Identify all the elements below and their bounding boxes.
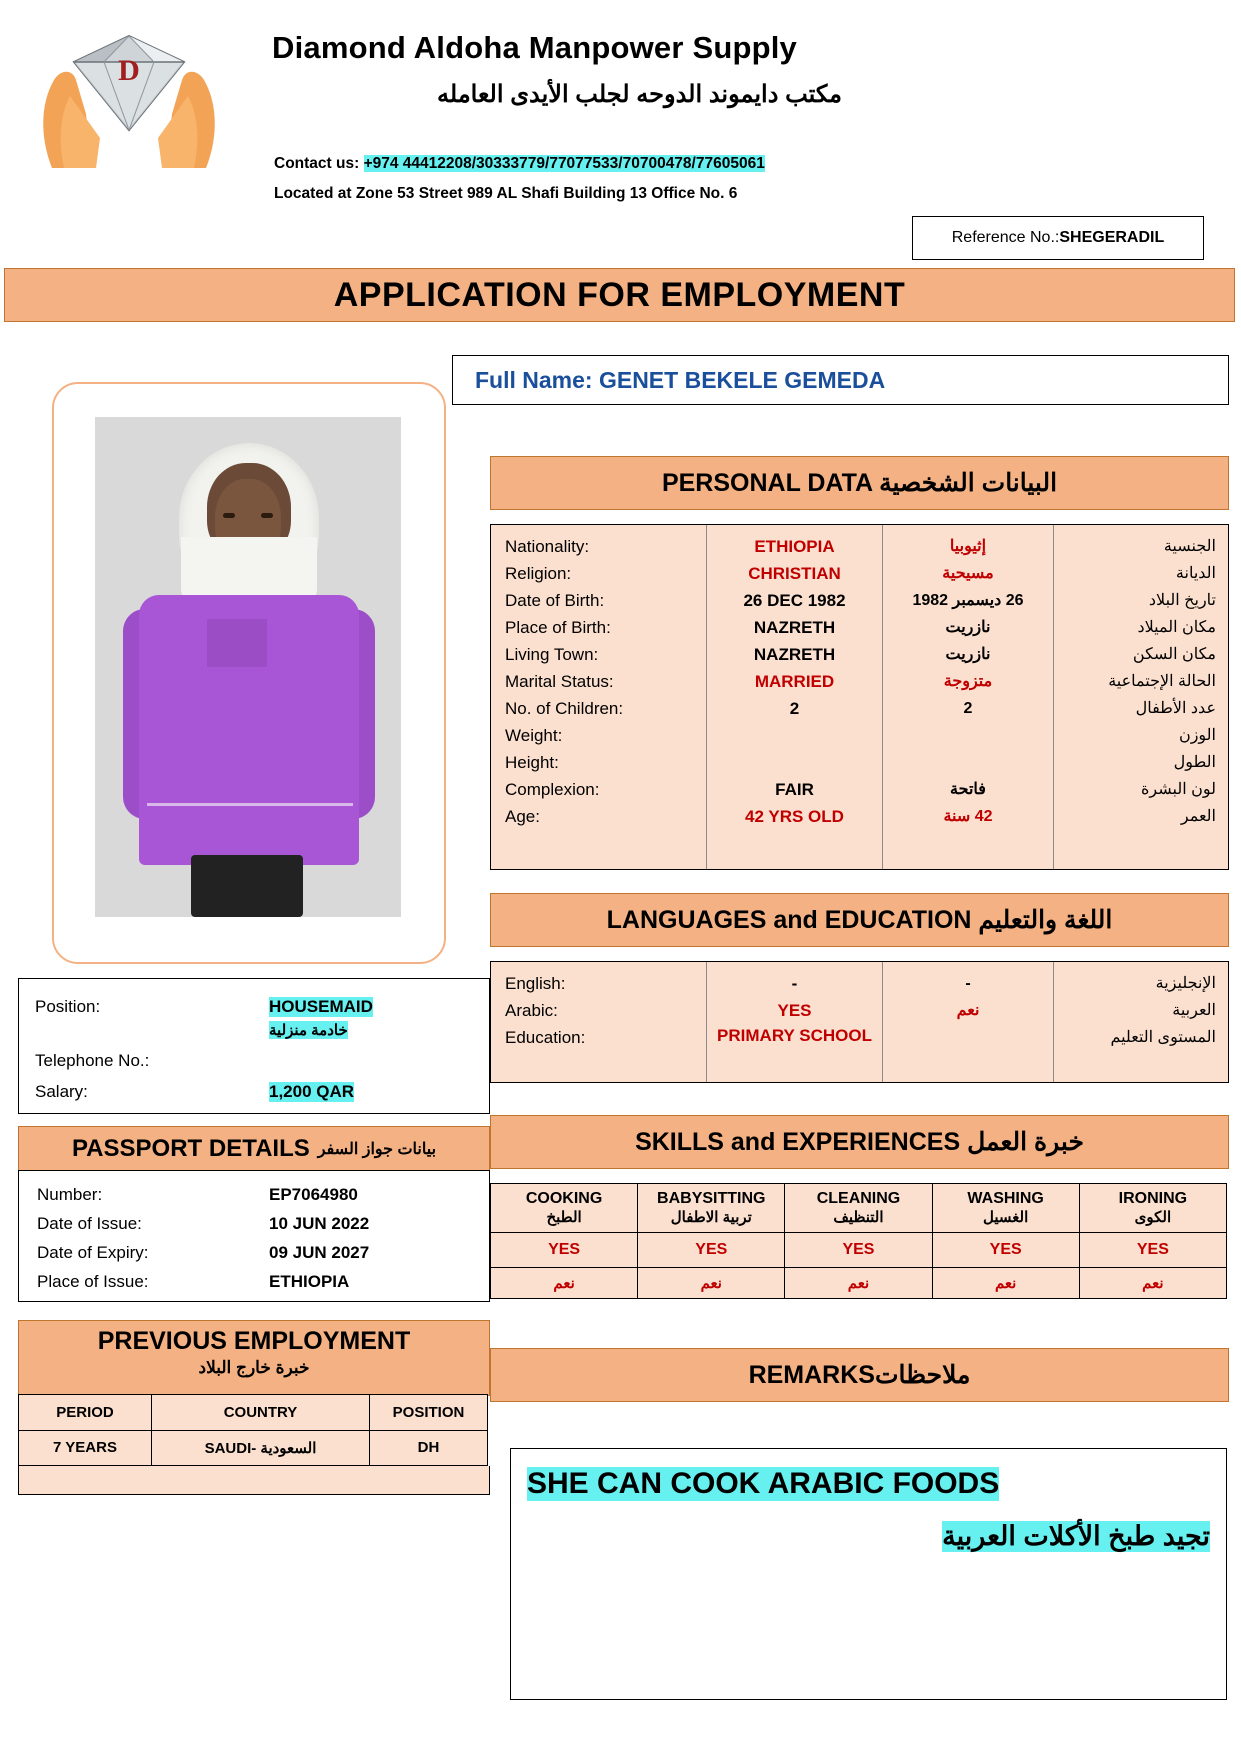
skill-name-ar: الغسيل bbox=[983, 1209, 1029, 1226]
remarks-heading-ar: ملاحظات bbox=[874, 1361, 971, 1389]
personal-value: CHRISTIAN bbox=[748, 564, 841, 583]
skills-heading-ar: خبرة العمل bbox=[967, 1128, 1084, 1156]
personal-value-arabic: فاتحة bbox=[950, 781, 986, 798]
skill-name-ar: الطبخ bbox=[546, 1209, 582, 1226]
passport-details-header bbox=[18, 1126, 490, 1172]
company-name-english: Diamond Aldoha Manpower Supply bbox=[272, 30, 797, 65]
skill-header-cleaning bbox=[785, 1184, 932, 1233]
table-row bbox=[19, 1430, 488, 1466]
languages-heading-en: LANGUAGES and EDUCATION bbox=[606, 906, 979, 934]
personal-label: Date of Birth: bbox=[505, 591, 605, 610]
skill-value-arabic: نعم bbox=[785, 1268, 932, 1299]
full-name-field bbox=[452, 355, 1229, 405]
skill-name-en: IRONING bbox=[1118, 1190, 1188, 1207]
applicant-photo-frame bbox=[52, 382, 446, 964]
personal-label-arabic: الوزن bbox=[1178, 727, 1216, 744]
passport-heading-ar: بيانات جواز السفر bbox=[317, 1141, 437, 1158]
passport-value: ETHIOPIA bbox=[269, 1272, 350, 1291]
office-address: Located at Zone 53 Street 989 AL Shafi Building 13 Office No. 6 bbox=[274, 185, 738, 202]
personal-value: MARRIED bbox=[754, 672, 835, 691]
personal-label: Place of Birth: bbox=[505, 618, 611, 637]
personal-data-header bbox=[490, 456, 1229, 510]
applicant-photo bbox=[95, 417, 401, 917]
language-value: PRIMARY SCHOOL bbox=[717, 1026, 872, 1045]
language-label-arabic: الإنجليزية bbox=[1155, 975, 1216, 992]
personal-label-arabic: مكان السكن bbox=[1132, 646, 1216, 663]
telephone-label: Telephone No.: bbox=[35, 1051, 150, 1070]
language-label: Education: bbox=[505, 1028, 586, 1047]
language-label-arabic: العربية bbox=[1172, 1002, 1216, 1019]
position-details-box bbox=[18, 978, 490, 1114]
skill-header-washing bbox=[932, 1184, 1079, 1233]
column-header-country: COUNTRY bbox=[152, 1395, 370, 1431]
company-name-arabic: مكتب دايموند الدوحه لجلب الأيدى العامله bbox=[437, 81, 842, 108]
page-title-text: APPLICATION FOR EMPLOYMENT bbox=[333, 275, 906, 314]
previous-employment-header bbox=[18, 1320, 490, 1396]
personal-data-heading-ar: البيانات الشخصية bbox=[879, 469, 1058, 497]
personal-label: Nationality: bbox=[505, 537, 590, 556]
table-header-row bbox=[19, 1395, 488, 1431]
language-label: Arabic: bbox=[505, 1001, 558, 1020]
logo-letter: D bbox=[118, 54, 140, 87]
personal-value-arabic: إثيوبيا bbox=[949, 538, 987, 555]
personal-label: No. of Children: bbox=[505, 699, 624, 718]
language-value: YES bbox=[777, 1001, 812, 1020]
previous-employment-heading-ar: خبرة خارج البلاد bbox=[198, 1358, 310, 1377]
personal-data-heading-en: PERSONAL DATA bbox=[661, 469, 880, 497]
personal-label: Weight: bbox=[505, 726, 563, 745]
remarks-heading-en: REMARKS bbox=[748, 1361, 875, 1389]
personal-label-arabic: لون البشرة bbox=[1141, 781, 1216, 798]
personal-value: ETHIOPIA bbox=[754, 537, 835, 556]
page-title bbox=[4, 268, 1235, 322]
column-header-period: PERIOD bbox=[19, 1395, 152, 1431]
personal-label: Living Town: bbox=[505, 645, 599, 664]
passport-label: Number: bbox=[37, 1185, 103, 1204]
skill-name-en: COOKING bbox=[525, 1190, 603, 1207]
salary-value: 1,200 QAR bbox=[269, 1082, 355, 1101]
skill-value-arabic: نعم bbox=[1079, 1268, 1226, 1299]
company-logo bbox=[34, 18, 224, 178]
skill-value: YES bbox=[491, 1233, 638, 1268]
passport-details-table bbox=[18, 1170, 490, 1302]
contact-numbers: +974 44412208/30333779/77077533/70700478/77605061 bbox=[363, 155, 765, 172]
passport-label: Date of Issue: bbox=[37, 1214, 142, 1233]
language-label: English: bbox=[505, 974, 566, 993]
personal-label-arabic: مكان الميلاد bbox=[1137, 619, 1216, 636]
personal-value: 26 DEC 1982 bbox=[743, 591, 846, 610]
personal-value-arabic: مسيحية bbox=[942, 565, 994, 582]
languages-heading-ar: اللغة والتعليم bbox=[978, 906, 1113, 934]
personal-label-arabic: الحالة الإجتماعية bbox=[1108, 673, 1216, 690]
remarks-text-en: SHE CAN COOK ARABIC FOODS bbox=[527, 1467, 1000, 1500]
skill-header-cooking bbox=[491, 1184, 638, 1233]
personal-value-arabic: 26 ديسمبر 1982 bbox=[912, 592, 1024, 609]
skill-value-arabic: نعم bbox=[638, 1268, 785, 1299]
skill-name-ar: الكوى bbox=[1134, 1209, 1172, 1226]
personal-label: Age: bbox=[505, 807, 540, 826]
salary-label: Salary: bbox=[35, 1082, 88, 1101]
skill-value: YES bbox=[1079, 1233, 1226, 1268]
position-value-arabic: خادمة منزلية bbox=[269, 1022, 348, 1039]
document-header bbox=[0, 0, 1241, 246]
skills-value-arabic-row bbox=[491, 1268, 1227, 1299]
skill-name-ar: تربية الاطفال bbox=[670, 1209, 752, 1226]
passport-value: 10 JUN 2022 bbox=[269, 1214, 370, 1233]
previous-employment-table bbox=[18, 1394, 488, 1466]
language-label-arabic: المستوى التعليم bbox=[1110, 1029, 1216, 1046]
skill-name-ar: التنظيف bbox=[833, 1209, 884, 1226]
reference-label: Reference No.: bbox=[951, 229, 1060, 246]
position-label: Position: bbox=[35, 997, 101, 1016]
skill-name-en: BABYSITTING bbox=[657, 1190, 766, 1207]
personal-label: Complexion: bbox=[505, 780, 600, 799]
personal-value-arabic: 42 سنة bbox=[943, 808, 993, 825]
contact-label: Contact us: bbox=[274, 155, 364, 172]
language-value-arabic: - bbox=[965, 975, 971, 992]
personal-label: Height: bbox=[505, 753, 559, 772]
reference-number-box bbox=[912, 216, 1204, 260]
reference-value: SHEGERADIL bbox=[1059, 229, 1165, 246]
passport-label: Date of Expiry: bbox=[37, 1243, 149, 1262]
personal-data-table bbox=[490, 524, 1229, 870]
previous-employment-heading-en: PREVIOUS EMPLOYMENT bbox=[97, 1327, 411, 1355]
cell-position: DH bbox=[370, 1430, 488, 1466]
position-value: HOUSEMAID bbox=[269, 997, 373, 1016]
personal-label-arabic: الجنسية bbox=[1163, 538, 1216, 555]
remarks-text-ar: تجيد طبخ الأكلات العربية bbox=[942, 1521, 1210, 1551]
personal-value: NAZRETH bbox=[753, 645, 836, 664]
skill-name-en: CLEANING bbox=[816, 1190, 901, 1207]
personal-label-arabic: عدد الأطفال bbox=[1135, 700, 1216, 717]
column-header-position: POSITION bbox=[370, 1395, 488, 1431]
skills-heading-en: SKILLS and EXPERIENCES bbox=[635, 1128, 968, 1156]
personal-label: Religion: bbox=[505, 564, 572, 583]
passport-label: Place of Issue: bbox=[37, 1272, 149, 1291]
personal-label-arabic: الديانة bbox=[1175, 565, 1216, 582]
personal-value-arabic: نازريت bbox=[945, 619, 991, 636]
personal-label-arabic: العمر bbox=[1180, 808, 1216, 825]
cell-period: 7 YEARS bbox=[19, 1430, 152, 1466]
language-value-arabic: نعم bbox=[956, 1002, 980, 1019]
passport-value: EP7064980 bbox=[269, 1185, 358, 1204]
skill-name-en: WASHING bbox=[967, 1190, 1044, 1207]
personal-value: 2 bbox=[789, 699, 800, 718]
personal-label: Marital Status: bbox=[505, 672, 614, 691]
skill-value: YES bbox=[932, 1233, 1079, 1268]
skills-header-row bbox=[491, 1184, 1227, 1233]
remarks-header bbox=[490, 1348, 1229, 1402]
skills-value-row bbox=[491, 1233, 1227, 1268]
personal-label-arabic: الطول bbox=[1173, 754, 1216, 771]
passport-heading-en: PASSPORT DETAILS bbox=[71, 1135, 310, 1162]
skill-header-ironing bbox=[1079, 1184, 1226, 1233]
full-name-label: Full Name: bbox=[475, 366, 599, 393]
personal-value-arabic: 2 bbox=[963, 700, 973, 717]
personal-label-arabic: تاريخ البلاد bbox=[1148, 592, 1216, 609]
personal-value-arabic: متزوجة bbox=[943, 673, 993, 690]
personal-value: NAZRETH bbox=[753, 618, 836, 637]
cell-country: SAUDI- السعودية bbox=[152, 1430, 370, 1466]
passport-value: 09 JUN 2027 bbox=[269, 1243, 370, 1262]
full-name-value: GENET BEKELE GEMEDA bbox=[598, 366, 886, 393]
contact-line bbox=[274, 155, 765, 173]
remarks-content-box bbox=[510, 1448, 1227, 1700]
skills-experiences-header bbox=[490, 1115, 1229, 1169]
skill-header-babysitting bbox=[638, 1184, 785, 1233]
skill-value-arabic: نعم bbox=[932, 1268, 1079, 1299]
personal-value: FAIR bbox=[775, 780, 814, 799]
personal-value: 42 YRS OLD bbox=[745, 807, 844, 826]
skill-value-arabic: نعم bbox=[491, 1268, 638, 1299]
languages-education-header bbox=[490, 893, 1229, 947]
skills-table bbox=[490, 1183, 1227, 1299]
language-value: - bbox=[791, 974, 798, 993]
skill-value: YES bbox=[638, 1233, 785, 1268]
languages-education-table bbox=[490, 961, 1229, 1083]
skill-value: YES bbox=[785, 1233, 932, 1268]
personal-value-arabic: نازريت bbox=[945, 646, 991, 663]
previous-employment-empty-row bbox=[18, 1466, 490, 1495]
